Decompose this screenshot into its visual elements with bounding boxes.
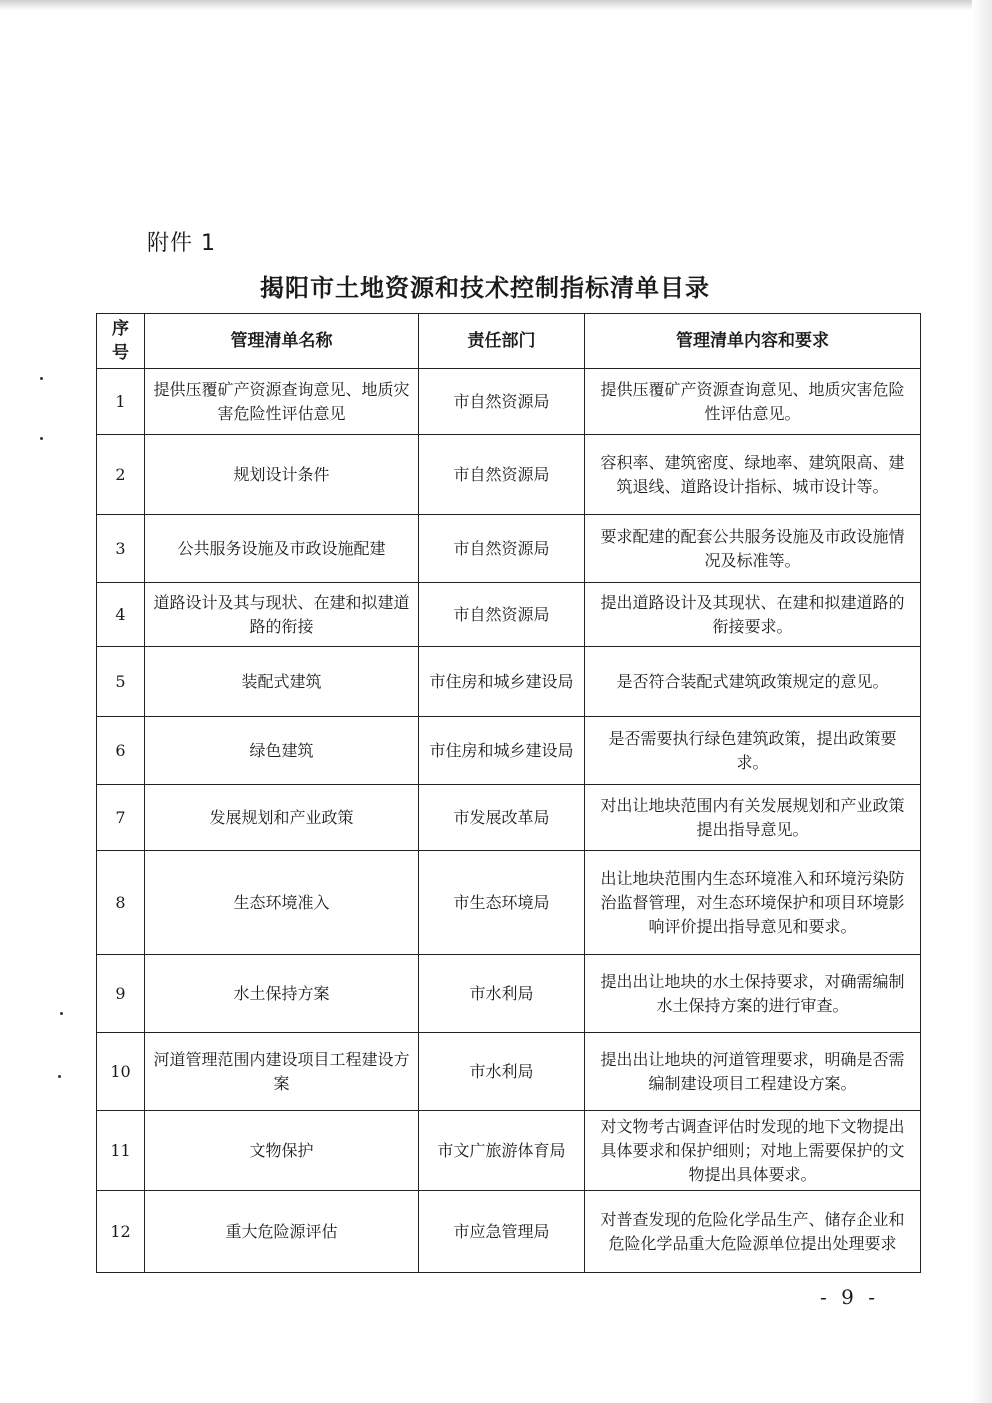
row-req: 容积率、建筑密度、绿地率、建筑限高、建筑退线、道路设计指标、城市设计等。 — [585, 435, 921, 515]
row-req: 出让地块范围内生态环境准入和环境污染防治监督管理，对生态环境保护和项目环境影响评价提出指导意见和要求。 — [585, 851, 921, 955]
row-dept: 市住房和城乡建设局 — [419, 647, 585, 717]
row-req: 是否符合装配式建筑政策规定的意见。 — [585, 647, 921, 717]
row-req: 对出让地块范围内有关发展规划和产业政策提出指导意见。 — [585, 785, 921, 851]
row-name: 公共服务设施及市政设施配建 — [145, 515, 419, 583]
document-title: 揭阳市土地资源和技术控制指标清单目录 — [260, 274, 710, 302]
row-num: 4 — [97, 583, 145, 647]
row-req: 提出出让地块的河道管理要求，明确是否需编制建设项目工程建设方案。 — [585, 1033, 921, 1111]
row-req: 提供压覆矿产资源查询意见、地质灾害危险性评估意见。 — [585, 369, 921, 435]
table-row — [97, 515, 921, 583]
scan-right-edge — [972, 0, 992, 1403]
header-dept: 责任部门 — [419, 314, 585, 369]
table-row — [97, 851, 921, 955]
table-row — [97, 717, 921, 785]
row-name: 文物保护 — [145, 1111, 419, 1191]
row-dept: 市生态环境局 — [419, 851, 585, 955]
row-num: 1 — [97, 369, 145, 435]
row-num: 12 — [97, 1191, 145, 1273]
scan-speck — [40, 437, 43, 440]
table-row — [97, 955, 921, 1033]
table-row — [97, 785, 921, 851]
header-num: 序号 — [97, 314, 145, 369]
row-num: 5 — [97, 647, 145, 717]
row-num: 9 — [97, 955, 145, 1033]
row-name: 河道管理范围内建设项目工程建设方案 — [145, 1033, 419, 1111]
row-num: 6 — [97, 717, 145, 785]
row-dept: 市自然资源局 — [419, 435, 585, 515]
annex-label: 附件 1 — [147, 231, 216, 256]
row-num: 8 — [97, 851, 145, 955]
row-name: 提供压覆矿产资源查询意见、地质灾害危险性评估意见 — [145, 369, 419, 435]
row-req: 提出道路设计及其现状、在建和拟建道路的衔接要求。 — [585, 583, 921, 647]
row-num: 2 — [97, 435, 145, 515]
row-dept: 市自然资源局 — [419, 515, 585, 583]
row-req: 是否需要执行绿色建筑政策，提出政策要求。 — [585, 717, 921, 785]
table-row — [97, 369, 921, 435]
row-req: 对普查发现的危险化学品生产、储存企业和危险化学品重大危险源单位提出处理要求 — [585, 1191, 921, 1273]
row-name: 生态环境准入 — [145, 851, 419, 955]
row-dept: 市自然资源局 — [419, 369, 585, 435]
row-dept: 市应急管理局 — [419, 1191, 585, 1273]
scan-top-shadow — [0, 0, 992, 10]
row-req: 要求配建的配套公共服务设施及市政设施情况及标准等。 — [585, 515, 921, 583]
scan-speck — [60, 1012, 63, 1015]
table-row — [97, 435, 921, 515]
header-name: 管理清单名称 — [145, 314, 419, 369]
row-dept: 市水利局 — [419, 1033, 585, 1111]
row-num: 11 — [97, 1111, 145, 1191]
table-header-row — [97, 314, 921, 369]
row-name: 重大危险源评估 — [145, 1191, 419, 1273]
table-row — [97, 1033, 921, 1111]
row-num: 7 — [97, 785, 145, 851]
scan-speck — [58, 1075, 61, 1078]
scan-speck — [40, 377, 43, 380]
row-dept: 市文广旅游体育局 — [419, 1111, 585, 1191]
row-name: 装配式建筑 — [145, 647, 419, 717]
row-dept: 市住房和城乡建设局 — [419, 717, 585, 785]
management-list-table — [96, 313, 921, 1273]
row-name: 道路设计及其与现状、在建和拟建道路的衔接 — [145, 583, 419, 647]
row-name: 规划设计条件 — [145, 435, 419, 515]
row-num: 3 — [97, 515, 145, 583]
row-name: 发展规划和产业政策 — [145, 785, 419, 851]
header-req: 管理清单内容和要求 — [585, 314, 921, 369]
page-number: - 9 - — [820, 1285, 879, 1309]
row-dept: 市发展改革局 — [419, 785, 585, 851]
table-row — [97, 647, 921, 717]
row-dept: 市自然资源局 — [419, 583, 585, 647]
row-req: 提出出让地块的水土保持要求，对确需编制水土保持方案的进行审查。 — [585, 955, 921, 1033]
table-row — [97, 1111, 921, 1191]
row-name: 水土保持方案 — [145, 955, 419, 1033]
row-dept: 市水利局 — [419, 955, 585, 1033]
row-name: 绿色建筑 — [145, 717, 419, 785]
table-row — [97, 583, 921, 647]
row-req: 对文物考古调查评估时发现的地下文物提出具体要求和保护细则；对地上需要保护的文物提出具体要求。 — [585, 1111, 921, 1191]
table-row — [97, 1191, 921, 1273]
row-num: 10 — [97, 1033, 145, 1111]
